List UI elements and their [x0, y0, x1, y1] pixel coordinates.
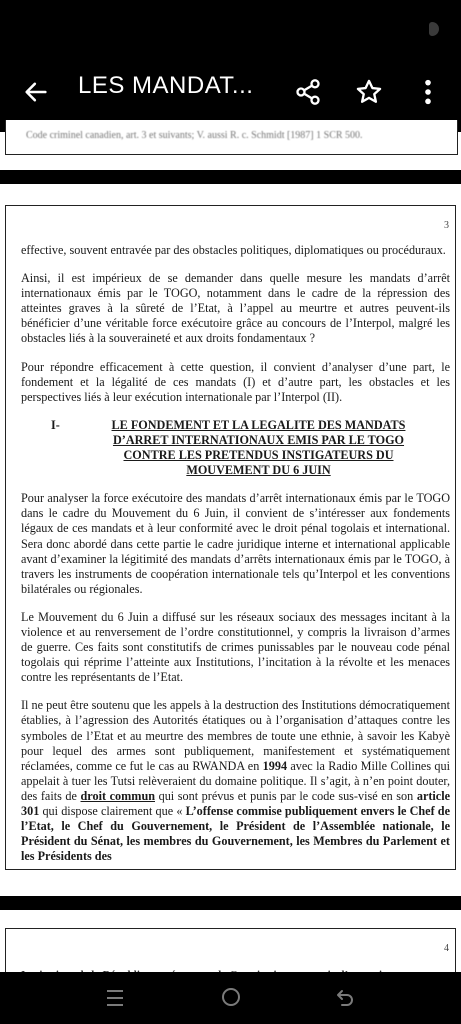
section-number: I- [51, 417, 60, 432]
droit-commun-bold: droit commun [80, 788, 155, 803]
document-title: LES MANDAT... [78, 72, 254, 99]
more-vertical-icon[interactable] [418, 78, 438, 106]
section-title: LE FONDEMENT ET LA LEGALITE DES MANDATS D’ARRET INTERNATIONAUX EMIS PAR LE TOGO CONTRE LES PRETENDUS INSTIGATEURS DU MOUVEMENT DU 6 JUIN [111, 417, 406, 478]
text-run: Il ne peut être soutenu que les appels à la destruction des Institutions démocratiquement établies, à l’agression des Autorités étatiques ou à l’organisation d’attaques contre les symboles de l’Etat et au meurtre des membres de toute une ethnie, à savoir les Kabyè pour lequel des armes sont publiquement, manifestement et systématiquement réclamées, comme ce fut le cas au RWANDA en [21, 698, 450, 773]
previous-page-footnote: Code criminel canadien, art. 3 et suivants; V. aussi R. c. Schmidt [1987] 1 SCR 500. [26, 130, 363, 141]
article-bold: article 301 [21, 788, 450, 818]
page-separator [0, 170, 461, 184]
paragraph: Le Mouvement du 6 Juin a diffusé sur les réseaux sociaux des messages incitant à la violence et au renversement de l’ordre constitutionnel, y compris la livraison d’armes de guerre. Ces faits sont constitutifs de crimes punissables par le nouveau code pénal togolais qui réprime l’atteinte aux Institutions, l’incitation à la révolte et les menaces contre les représentants de l’Etat. [21, 609, 450, 685]
document-page[interactable] [5, 205, 456, 870]
previous-page [5, 120, 458, 155]
top-app-bar [0, 0, 461, 132]
arrow-left-icon[interactable] [22, 78, 50, 106]
paragraph: effective, souvent entravée par des obstacles politiques, diplomatiques ou procéduraux. [21, 243, 446, 257]
text-run: avec la Radio Mille Collines qui appelait à tuer les Tutsi relèveraient du domaine politique. Il s’agit, à n’en point douter, des faits de [21, 758, 450, 803]
star-outline-icon[interactable] [355, 78, 383, 106]
year-bold: 1994 [262, 758, 288, 773]
page-number: 3 [444, 220, 449, 231]
paragraph: Ainsi, il est impérieux de se demander dans quelle mesure les mandats d’arrêt internationaux émis par le TOGO, notamment dans le cadre de la répression des atteintes graves à la sûreté de l’Etat, à l’appel au meurtre et autres peuvent-ils bénéficier d’une véritable force exécutoire grâce au concours de l’Interpol, malgré les obstacles liés à la souveraineté et aux droits fondamentaux ? [21, 271, 450, 346]
back-nav-icon[interactable] [334, 986, 356, 1008]
share-icon[interactable] [294, 78, 322, 106]
paragraph [21, 698, 450, 864]
section-heading [21, 418, 450, 478]
home-icon[interactable] [220, 986, 242, 1008]
paragraph: Pour analyser la force exécutoire des mandats d’arrêt internationaux émis par le TOGO dans le cadre du Mouvement du 6 Juin, il convient de s’intéresser aux fondements légaux de ces mandats et à leur conformité avec le droit pénal togolais et international. Sera donc abordé dans cette partie le cadre juridique interne et international applicable avant d’examiner la légitimité des mandats d’arrêts internationaux émis par le TOGO, à travers les instruments de coopération internationale tels qu’Interpol et les conventions bilatérales ou régionales. [21, 491, 450, 596]
page-separator [0, 896, 461, 910]
text-run: qui sont prévus et punis par le code sus-visé en son [155, 788, 417, 803]
text-run: qui dispose clairement que « [39, 804, 186, 818]
app-bar [0, 66, 461, 118]
battery-icon [429, 22, 439, 36]
system-navigation-bar [0, 972, 461, 1024]
paragraph: Pour répondre efficacement à cette question, il convient d’analyser d’une part, le fondement et la légalité de ces mandats (I) et d’autre part, les obstacles et les perspectives liés à leur exécution internationale par l’Interpol (II). [21, 359, 450, 404]
quoted-article-bold: L’offense commise publiquement envers le Chef de l’Etat, le Chef du Gouvernement, le Président de l’Assemblée nationale, le Président du Sénat, les membres du Gouvernement, les Membres du Parlement et les Présidents des [21, 804, 450, 864]
recent-apps-icon[interactable] [104, 988, 126, 1008]
page-content [21, 243, 450, 870]
next-page-number: 4 [444, 943, 449, 954]
